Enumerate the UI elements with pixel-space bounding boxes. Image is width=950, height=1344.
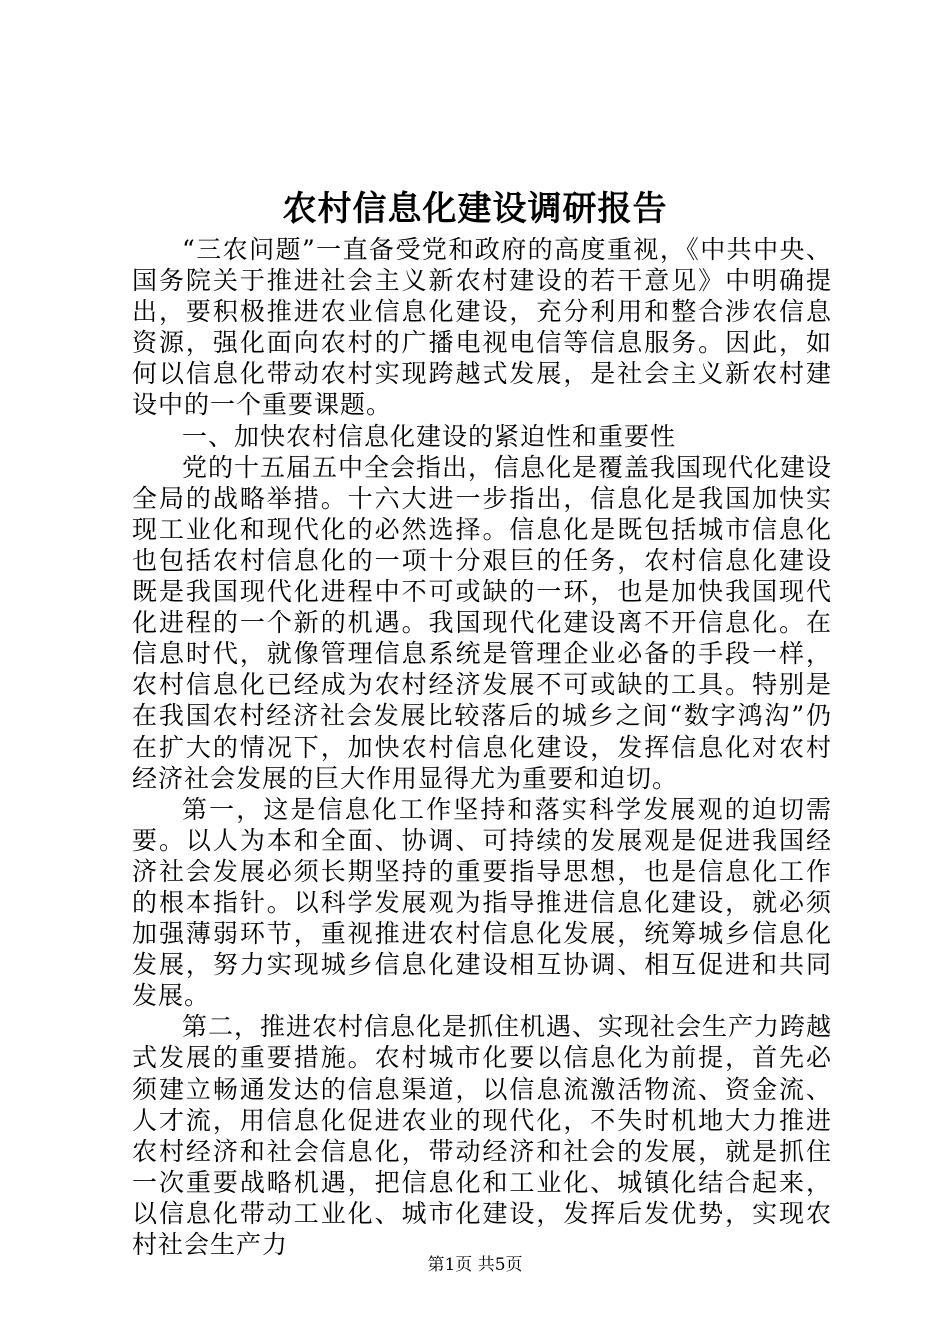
paragraph-importance: 党的十五届五中全会指出，信息化是覆盖我国现代化建设全局的战略举措。十六大进一步指出，信息化是我国加快实现工业化和现代化的必然选择。信息化是既包括城市信息化也包括农村信息化的一项十分艰巨的任务，农村信息化建设既是我国现代化进程中不可或缺的一环，也是加快我国现代化进程的一个新的机遇。我国现代化建设离不开信息化。在信息时代，就像管理信息系统是管理企业必备的手段一样，农村信息化已经成为农村经济发展不可或缺的工具。特别是在我国农村经济社会发展比较落后的城乡之间“数字鸿沟”仍在扩大的情况下，加快农村信息化建设，发挥信息化对农村经济社会发展的巨大作用显得尤为重要和迫切。	[132, 452, 833, 793]
document-title: 农村信息化建设调研报告	[282, 189, 668, 229]
document-body	[132, 234, 832, 1260]
paragraph-first-point: 第一，这是信息化工作坚持和落实科学发展观的迫切需要。以人为本和全面、协调、可持续的发展观是促进我国经济社会发展必须长期坚持的重要指导思想，也是信息化工作的根本指针。以科学发展观为指导推进信息化建设，就必须加强薄弱环节，重视推进农村信息化发展，统筹城乡信息化发展，努力实现城乡信息化建设相互协调、相互促进和共同发展。	[132, 794, 832, 1011]
paragraph-intro: “三农问题”一直备受党和政府的高度重视，《中共中央、国务院关于推进社会主义新农村建设的若干意见》中明确提出，要积极推进农业信息化建设，充分利用和整合涉农信息资源，强化面向农村的广播电视电信等信息服务。因此，如何以信息化带动农村实现跨越式发展，是社会主义新农村建设中的一个重要课题。	[132, 235, 832, 420]
page-footer: 第1页 共5页	[427, 1255, 523, 1275]
paragraph-second-point: 第二，推进农村信息化是抓住机遇、实现社会生产力跨越式发展的重要措施。农村城市化要以信息化为前提，首先必须建立畅通发达的信息渠道，以信息流激活物流、资金流、人才流，用信息化促进农业的现代化，不失时机地大力推进农村经济和社会信息化，带动经济和社会的发展，就是抓住一次重要战略机遇，把信息化和工业化、城镇化结合起来，以信息化带动工业化、城市化建设，发挥后发优势，实现农村社会生产力	[132, 1012, 833, 1259]
section-heading: 一、加快农村信息化建设的紧迫性和重要性	[182, 421, 677, 451]
